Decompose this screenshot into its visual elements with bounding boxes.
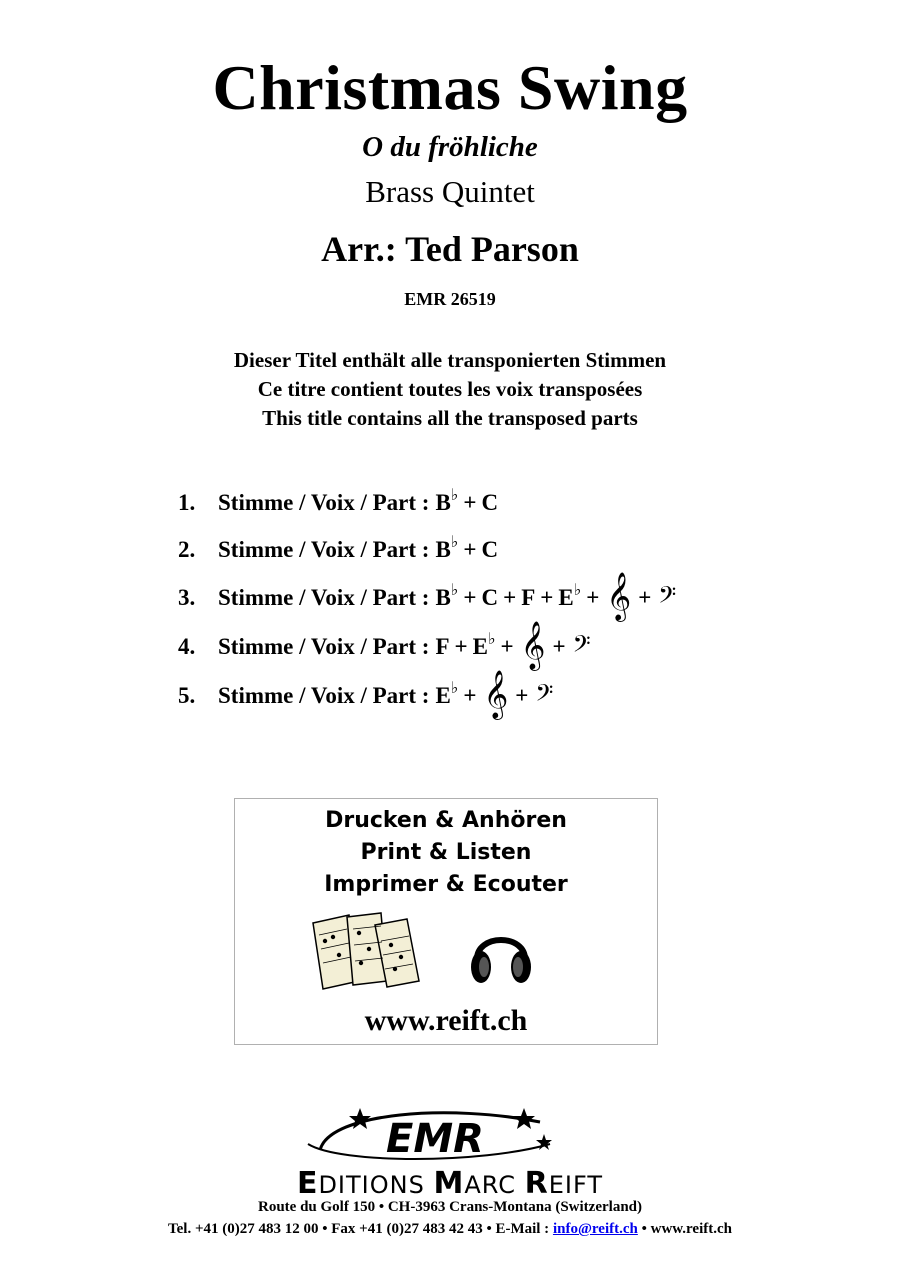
part-label: Stimme / Voix / Part : [218, 537, 430, 562]
key-label: B♭ [435, 582, 459, 610]
parts-list [178, 480, 676, 721]
part-row [178, 527, 676, 573]
plus-sign: + [463, 537, 477, 562]
email-link[interactable]: info@reift.ch [552, 1221, 638, 1237]
sheet-music-icon [309, 911, 424, 991]
plus-sign: + [463, 490, 477, 515]
plus-sign: + [463, 585, 477, 610]
part-number: 3. [178, 585, 196, 610]
publisher-contact [0, 1220, 900, 1238]
key-label: E♭ [472, 631, 496, 659]
part-number: 1. [178, 490, 196, 515]
part-keys [435, 487, 499, 516]
key-label: E♭ [435, 680, 459, 708]
logo-text: EMR [386, 1116, 484, 1162]
promo-line-english: Print & Listen [360, 840, 532, 865]
plus-sign: + [638, 585, 652, 610]
score-title: Christmas Swing [212, 52, 688, 123]
promo-line-french: Imprimer & Ecouter [324, 872, 568, 897]
part-label: Stimme / Voix / Part : [218, 683, 430, 708]
publisher-name: EDITIONS MARC REIFT [296, 1166, 604, 1201]
key-label: C [481, 490, 499, 515]
key-label: E♭ [558, 582, 582, 610]
contact-phone-fax: Tel. +41 (0)27 483 12 00 • Fax +41 (0)27 483 42 43 • E-Mail : [168, 1221, 553, 1237]
bass-clef-icon: 𝄢 [535, 679, 554, 712]
part-label: Stimme / Voix / Part : [218, 585, 430, 610]
promo-line-german: Drucken & Anhören [325, 808, 567, 833]
key-label: C [481, 537, 499, 562]
part-label: Stimme / Voix / Part : [218, 634, 430, 659]
part-row [178, 620, 676, 671]
plus-sign: + [454, 634, 468, 659]
treble-clef-icon: 𝄞 [520, 620, 546, 669]
transposition-notes [0, 346, 900, 433]
key-label: B♭ [435, 487, 459, 515]
part-row [178, 669, 676, 720]
promo-website[interactable]: www.reift.ch [364, 1004, 528, 1037]
ensemble: Brass Quintet [365, 174, 535, 209]
key-label: C [481, 585, 499, 610]
promo-box [234, 798, 658, 1045]
key-label: F [435, 634, 450, 659]
plus-sign: + [463, 683, 477, 708]
contact-website: • www.reift.ch [637, 1221, 732, 1237]
note-german: Dieser Titel enthält alle transponierten Stimmen [233, 348, 667, 372]
part-label: Stimme / Voix / Part : [218, 490, 430, 515]
key-label: F [521, 585, 536, 610]
plus-sign: + [500, 634, 514, 659]
part-number: 5. [178, 683, 196, 708]
treble-clef-icon: 𝄞 [483, 669, 509, 718]
treble-clef-icon: 𝄞 [606, 571, 632, 620]
arranger: Arr.: Ted Parson [321, 229, 579, 269]
bass-clef-icon: 𝄢 [572, 630, 591, 663]
plus-sign: + [540, 585, 554, 610]
part-keys [435, 669, 554, 718]
part-number: 2. [178, 537, 196, 562]
plus-sign: + [503, 585, 517, 610]
note-french: Ce titre contient toutes les voix transposées [257, 377, 643, 401]
part-keys [435, 534, 499, 563]
plus-sign: + [586, 585, 600, 610]
part-keys [435, 571, 677, 620]
publisher-address: Route du Golf 150 • CH-3963 Crans-Montana (Switzerland) [258, 1199, 642, 1215]
plus-sign: + [515, 683, 529, 708]
plus-sign: + [552, 634, 566, 659]
catalog-number: EMR 26519 [404, 289, 496, 309]
note-english: This title contains all the transposed parts [262, 406, 638, 430]
emr-logo [300, 1104, 570, 1166]
headphones-icon [467, 917, 535, 989]
part-keys [435, 620, 591, 669]
part-number: 4. [178, 634, 196, 659]
part-row [178, 480, 676, 526]
key-label: B♭ [435, 534, 459, 562]
score-subtitle: O du fröhliche [362, 131, 538, 163]
bass-clef-icon: 𝄢 [658, 581, 677, 614]
part-row [178, 571, 677, 622]
